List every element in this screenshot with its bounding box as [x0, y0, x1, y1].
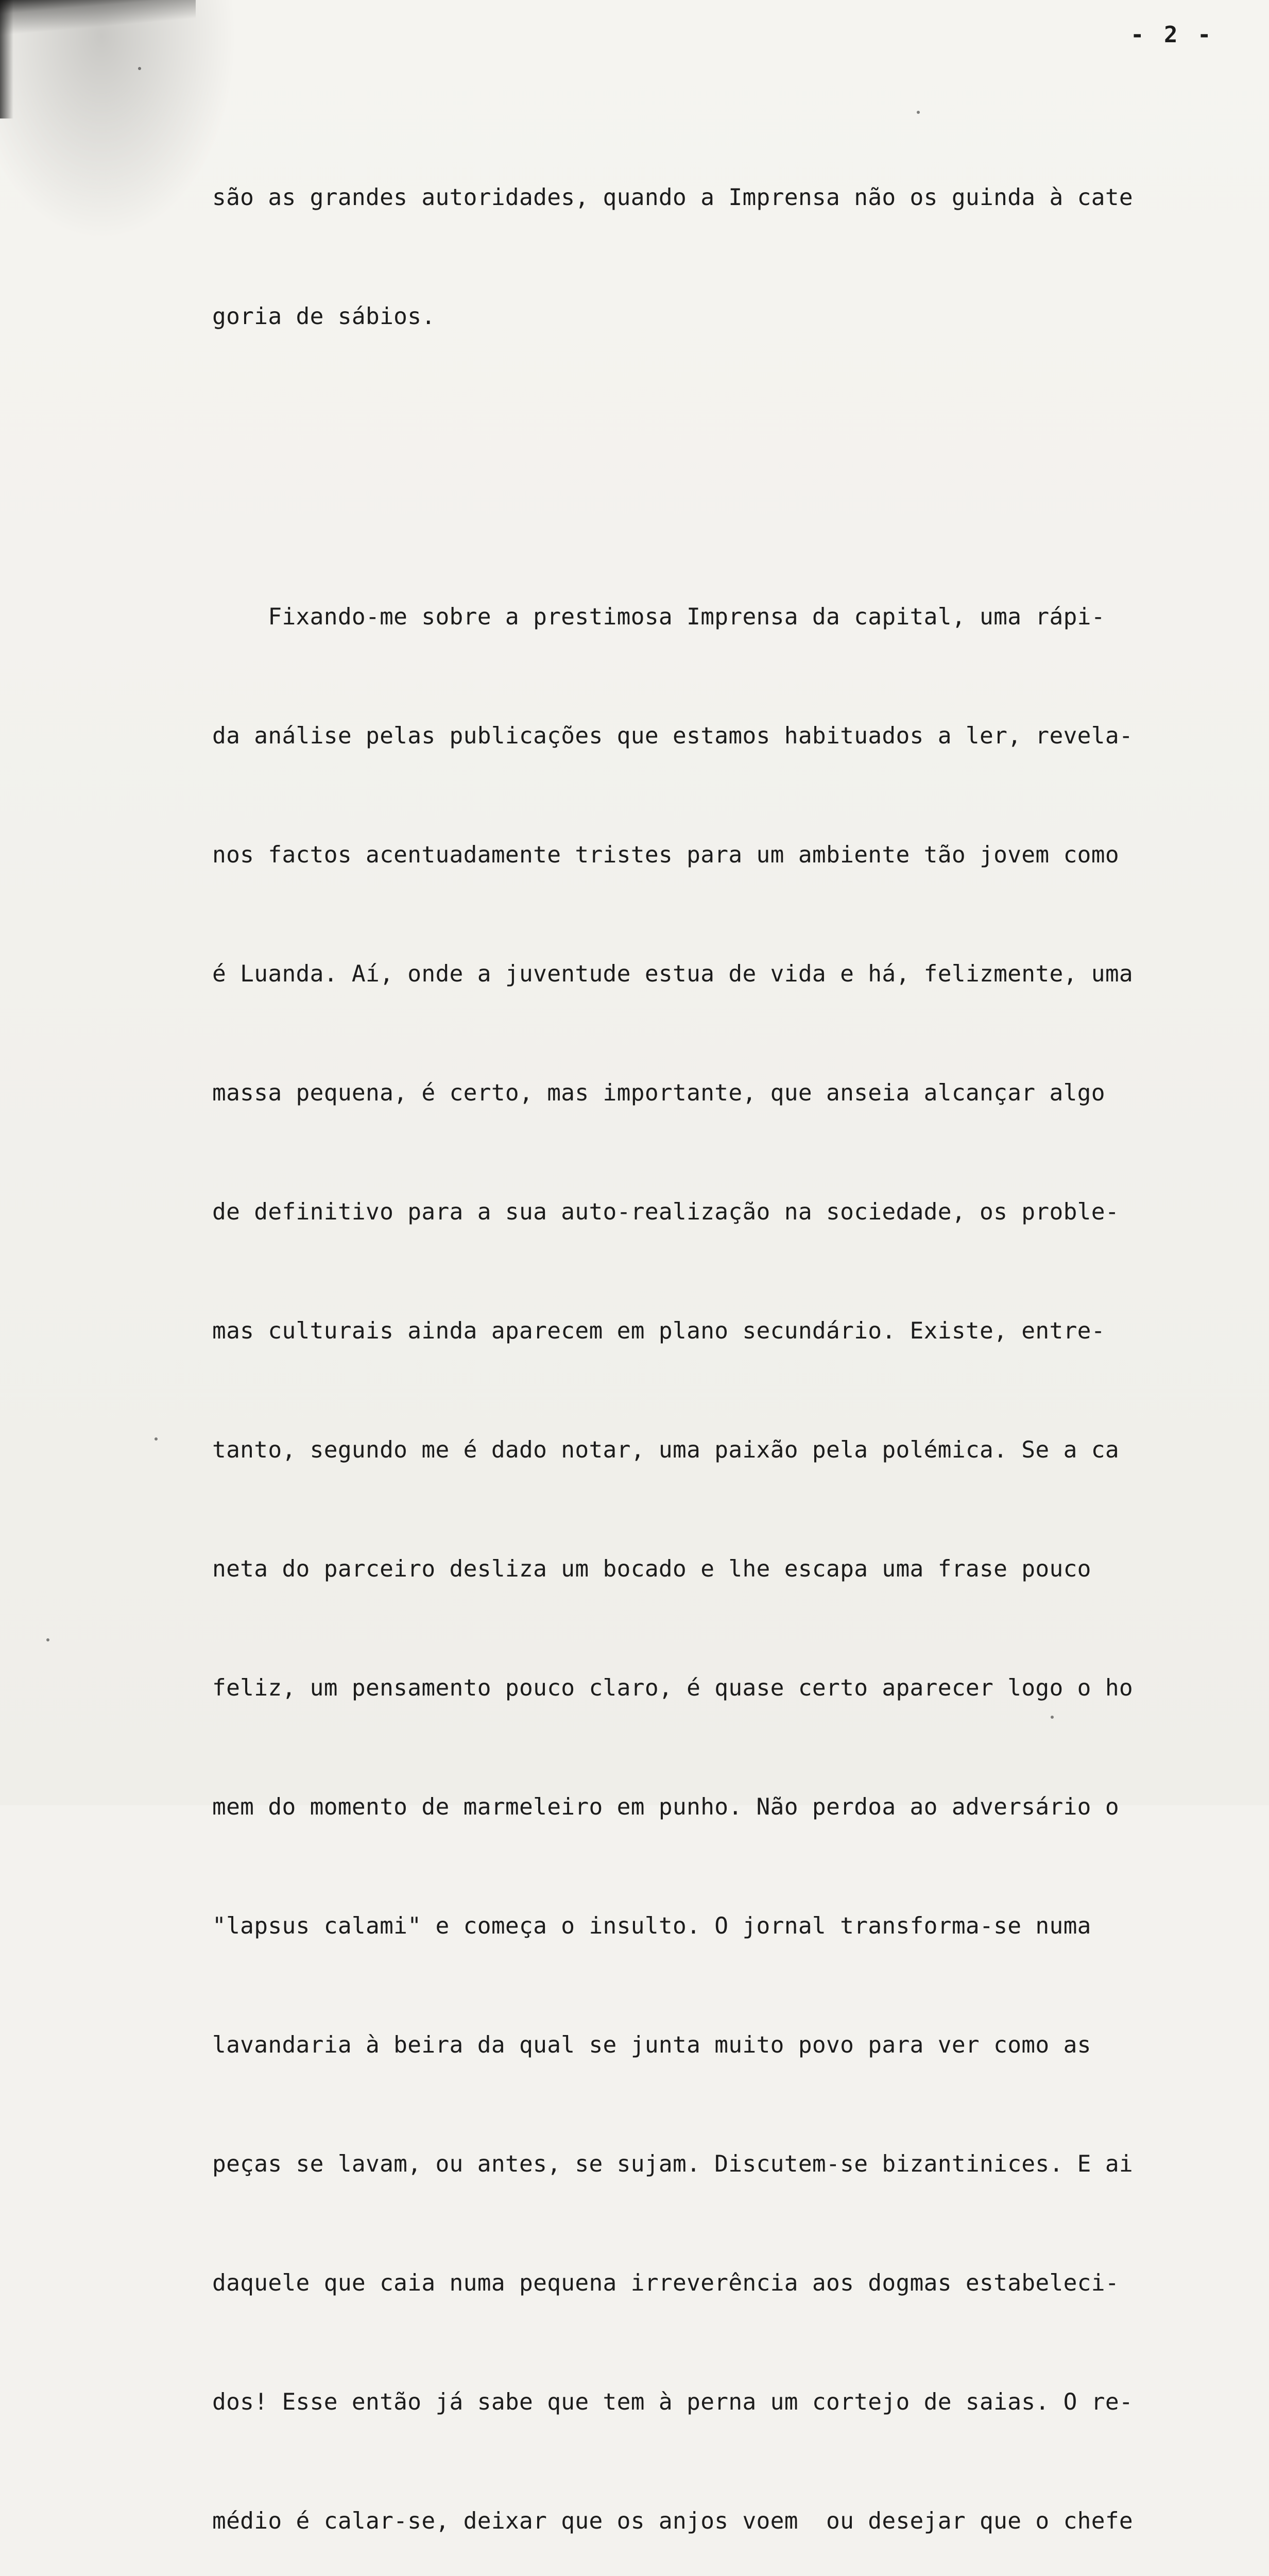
- text-line: mas culturais ainda aparecem em plano secundário. Existe, entre-: [212, 1318, 1105, 1344]
- text-line: mem do momento de marmeleiro em punho. Não perdoa ao adversário o: [212, 1794, 1119, 1820]
- page-number: - 2 -: [1130, 22, 1214, 48]
- text-line: são as grandes autoridades, quando a Imprensa não os guinda à cate: [212, 184, 1134, 211]
- text-line: peças se lavam, ou antes, se sujam. Discutem-se bizantinices. E ai: [212, 2151, 1134, 2177]
- text-line: feliz, um pensamento pouco claro, é quase certo aparecer logo o ho: [212, 1675, 1134, 1701]
- text-line: tanto, segundo me é dado notar, uma paixão pela polémica. Se a ca: [212, 1437, 1119, 1463]
- scan-corner-shadow: [0, 0, 196, 62]
- text-line: médio é calar-se, deixar que os anjos voem ou desejar que o chefe: [212, 2508, 1134, 2534]
- text-line: lavandaria à beira da qual se junta muito povo para ver como as: [212, 2032, 1091, 2058]
- scan-speck: [155, 1437, 158, 1440]
- scan-left-edge: [0, 0, 13, 118]
- text-line: de definitivo para a sua auto-realização na sociedade, os proble-: [212, 1199, 1119, 1225]
- text-line: Fixando-me sobre a prestimosa Imprensa da capital, uma rápi-: [212, 604, 1105, 630]
- text-line: goria de sábios.: [212, 303, 436, 330]
- document-body: [212, 59, 1206, 2576]
- paragraph-gap: [212, 416, 1206, 438]
- text-line: dos! Esse então já sabe que tem à perna um cortejo de saias. O re-: [212, 2389, 1134, 2415]
- text-line: da análise pelas publicações que estamos habituados a ler, revela-: [212, 723, 1134, 749]
- text-line: nos factos acentuadamente tristes para um ambiente tão jovem como: [212, 842, 1119, 868]
- text-line: neta do parceiro desliza um bocado e lhe escapa uma frase pouco: [212, 1556, 1091, 1582]
- text-line: daquele que caia numa pequena irreverência aos dogmas estabeleci-: [212, 2270, 1119, 2296]
- text-line: massa pequena, é certo, mas importante, que anseia alcançar algo: [212, 1080, 1105, 1106]
- scan-speck: [1051, 1716, 1054, 1719]
- scan-speck: [917, 111, 920, 114]
- scan-speck: [46, 1638, 49, 1641]
- text-line: é Luanda. Aí, onde a juventude estua de vida e há, felizmente, uma: [212, 961, 1134, 987]
- scan-speck: [138, 67, 141, 70]
- text-line: "lapsus calami" e começa o insulto. O jornal transforma-se numa: [212, 1913, 1091, 1939]
